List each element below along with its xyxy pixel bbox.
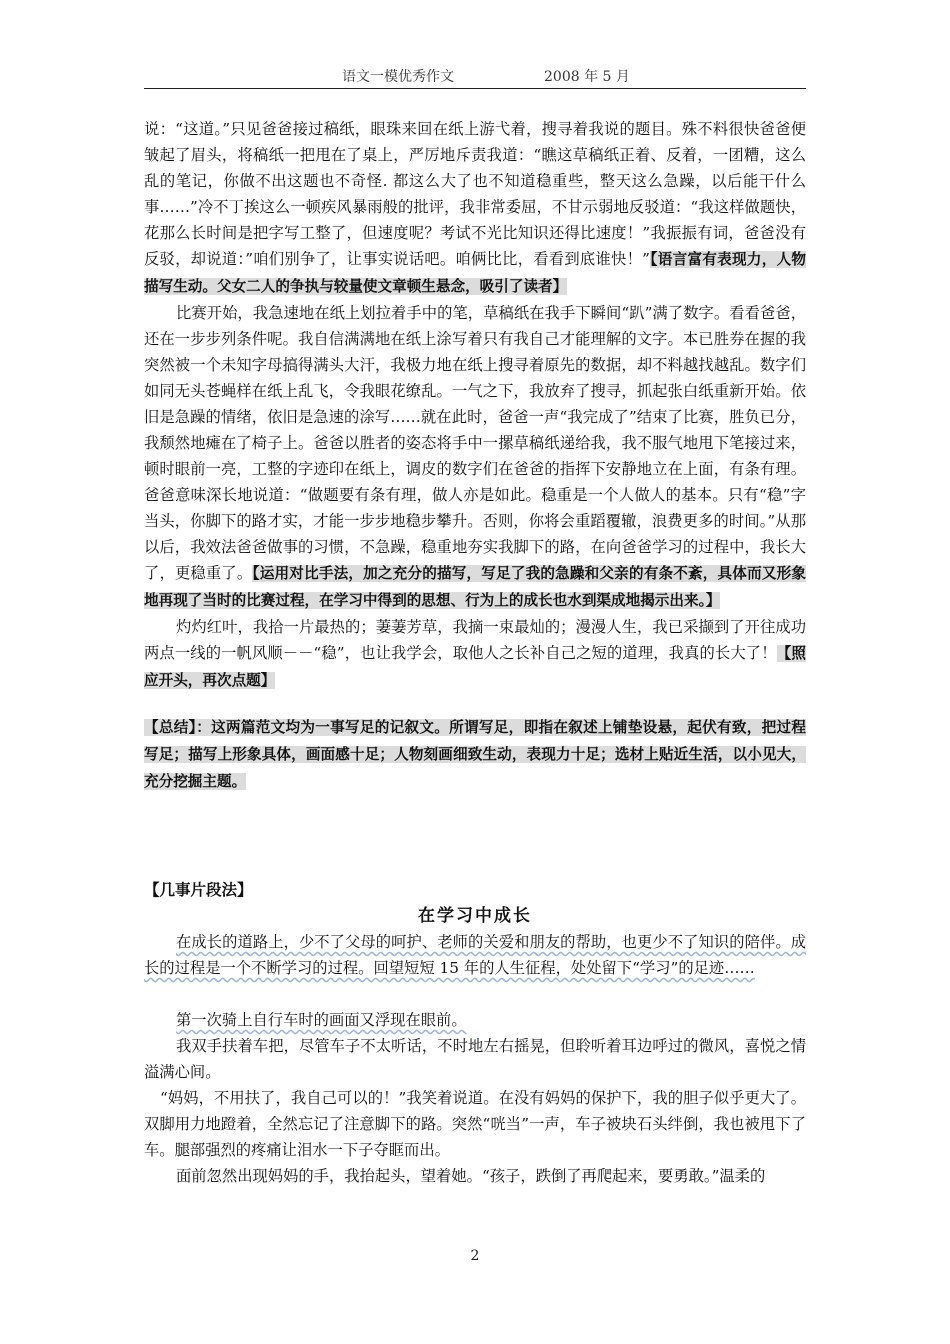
annotation-comment: 【语言富有表现力，人物描写生动。父女二人的争执与较量使文章顿生悬念，吸引了读者】: [144, 251, 807, 295]
annotation-comment: 【照应开头，再次点题】: [144, 645, 806, 689]
paragraph-text: 第一次骑上自行车时的画面又浮现在眼前。: [176, 1011, 467, 1029]
paragraph-dispute: [144, 116, 806, 300]
essay-paragraph: 面前忽然出现妈妈的手，我抬起头，望着她。“孩子，跌倒了再爬起来，要勇敢。”温柔的: [176, 1167, 766, 1185]
page-header: [144, 62, 806, 89]
intro-text: 在成长的道路上，少不了父母的呵护、老师的关爱和朋友的帮助，也更少不了知识的陪伴。成长的过程是一个不断学习的过程。回望短短 15 年的人生征程，处处留下“学习”的足迹……: [144, 933, 806, 977]
header-title: 语文一模优秀作文: [342, 69, 454, 85]
essay-paragraph: 我双手扶着车把，尽管车子不太听话，不时地左右摇晃，但聆听着耳边呼过的微风，喜悦之情溢满心间。: [144, 1037, 806, 1081]
annotation-comment: 【运用对比手法，加之充分的描写，写足了我的急躁和父亲的有条不紊，具体而又形象地再现了当时的比赛过程，在学习中得到的思想、行为上的成长也水到渠成地揭示出来。】: [144, 565, 806, 609]
essay-paragraph: “妈妈，不用扶了，我自己可以的！”我笑着说道。在没有妈妈的保护下，我的胆子似乎更大了。双脚用力地蹬着，全然忘记了注意脚下的路。突然“咣当”一声，车子被块石头绊倒，我也被甩下了车。腿部强烈的疼痛让泪水一下子夺眶而出。: [144, 1089, 806, 1159]
paragraph-contest: [144, 300, 806, 614]
paragraph-conclusion: [144, 614, 806, 694]
essay-intro: [144, 929, 806, 981]
essay-paragraph: [144, 1007, 806, 1033]
page-content: [144, 116, 806, 1189]
summary-text: 【总结】：这两篇范文均为一事写足的记叙文。所谓写足，即指在叙述上铺垫设悬，起伏有致，把过程写足；描写上形象具体，画面感十足；人物刻画细致生动，表现力十足；选材上贴近生活，以小见大，充分挖掘主题。: [144, 719, 806, 790]
paragraph-text: 灼灼红叶，我拾一片最热的；萋萋芳草，我摘一束最灿的；漫漫人生，我已采撷到了开往成功两点一线的一帆风顺－－“稳”，也让我学会，取他人之长补自己之短的道理，我真的长大了！: [144, 618, 806, 662]
page-number: 2: [470, 1248, 480, 1264]
summary-paragraph: [144, 714, 806, 795]
essay-title: 在学习中成长: [418, 906, 532, 926]
header-date: 2008 年 5 月: [544, 69, 630, 85]
paragraph-text: 说：“这道。”只见爸爸接过稿纸，眼珠来回在纸上游弋着，搜寻着我说的题目。殊不料很快爸爸便皱起了眉头，将稿纸一把甩在了桌上，严厉地斥责我道：“瞧这草稿纸正着、反着，一团糟，这么乱的笔记，你做不出这题也不奇怪. 都这么大了也不知道稳重些，整天这么急躁，以后能干什么事……”冷不丁挨这么一顿疾风暴雨般的批评，我非常委屈，不甘示弱地反驳道：“我这样做题快，花那么长时间是把字写工整了，但速度呢？考试不光比知识还得比速度！”我振振有词，爸爸没有反驳，却说道：”咱们别争了，让事实说话吧。咱俩比比，看看到底谁快！”: [144, 120, 806, 268]
section-label: 【几事片段法】: [144, 881, 253, 899]
paragraph-text: 比赛开始，我急速地在纸上划拉着手中的笔，草稿纸在我手下瞬间“趴”满了数字。看看爸爸，还在一步步列条件呢。我自信满满地在纸上涂写着只有我自己才能理解的文字。本已胜券在握的我突然被一个未知字母搞得满头大汗，我极力地在纸上搜寻着原先的数据，却不料越找越乱。数字们如同无头苍蝇样在纸上乱飞，令我眼花缭乱。一气之下，我放弃了搜寻，抓起张白纸重新开始。依旧是急躁的情绪，依旧是急速的涂写……就在此时，爸爸一声“我完成了”结束了比赛，胜负已分，我颓然地瘫在了椅子上。爸爸以胜者的姿态将手中一摞草稿纸递给我，我不服气地甩下笔接过来，顿时眼前一亮，工整的字迹印在纸上，调皮的数字们在爸爸的指挥下安静地立在上面，有条有理。爸爸意味深长地说道：“做题要有条有理，做人亦是如此。稳重是一个人做人的基本。只有“稳”字当头，你脚下的路才实，才能一步步地稳步攀升。否则，你将会重蹈覆辙，浪费更多的时间。”从那以后，我效法爸爸做事的习惯，不急躁，稳重地夯实我脚下的路，在向爸爸学习的过程中，我长大了，更稳重了。: [144, 304, 806, 582]
blank-line: [144, 981, 806, 1007]
